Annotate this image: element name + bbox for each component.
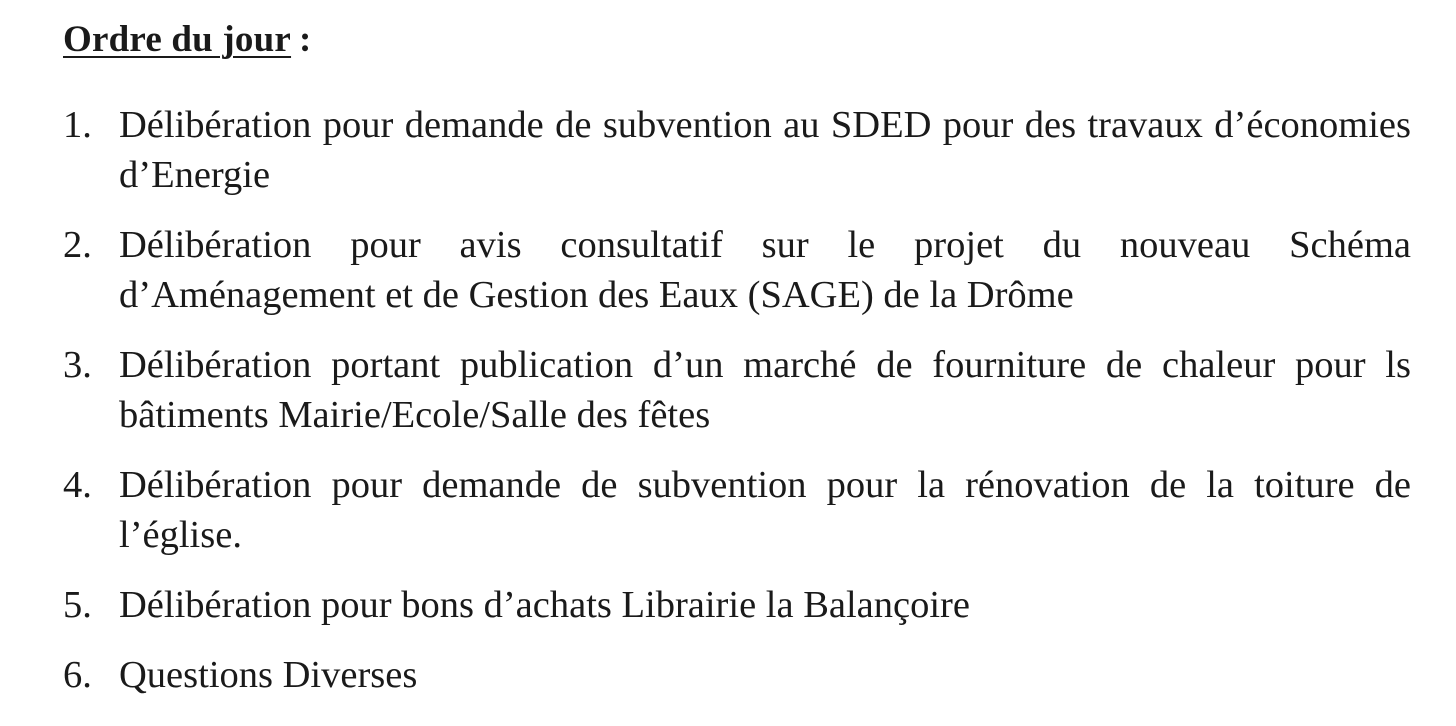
agenda-item-number: 1. [63,104,92,146]
agenda-item-text: Délibération pour demande de subvention au SDED pour des travaux d’économies d’Energie [119,104,1411,196]
agenda-heading-text: Ordre du jour [63,19,292,60]
agenda-item [63,650,1411,700]
agenda-item-text: Délibération portant publication d’un marché de fourniture de chaleur pour ls bâtiments Mairie/Ecole/Salle des fêtes [119,344,1411,436]
agenda-heading [63,16,312,64]
agenda-item-number: 4. [63,464,92,506]
agenda-item-number: 2. [63,224,92,266]
agenda-item-text: Délibération pour demande de subvention pour la rénovation de la toiture de l’église. [119,464,1411,556]
agenda-heading-colon: : [299,19,312,60]
agenda-item [63,580,1411,630]
agenda-item-number: 6. [63,654,92,696]
agenda-item [63,460,1411,560]
agenda-item [63,220,1411,320]
agenda-item-number: 3. [63,344,92,386]
agenda-item-text: Délibération pour bons d’achats Librairie la Balançoire [119,584,970,626]
agenda-item [63,100,1411,200]
agenda-item-text: Questions Diverses [119,654,418,696]
agenda-list [63,100,1411,720]
agenda-item [63,340,1411,440]
agenda-item-number: 5. [63,584,92,626]
agenda-item-text: Délibération pour avis consultatif sur le projet du nouveau Schéma d’Aménagement et de Gestion des Eaux (SAGE) de la Drôme [119,224,1411,316]
